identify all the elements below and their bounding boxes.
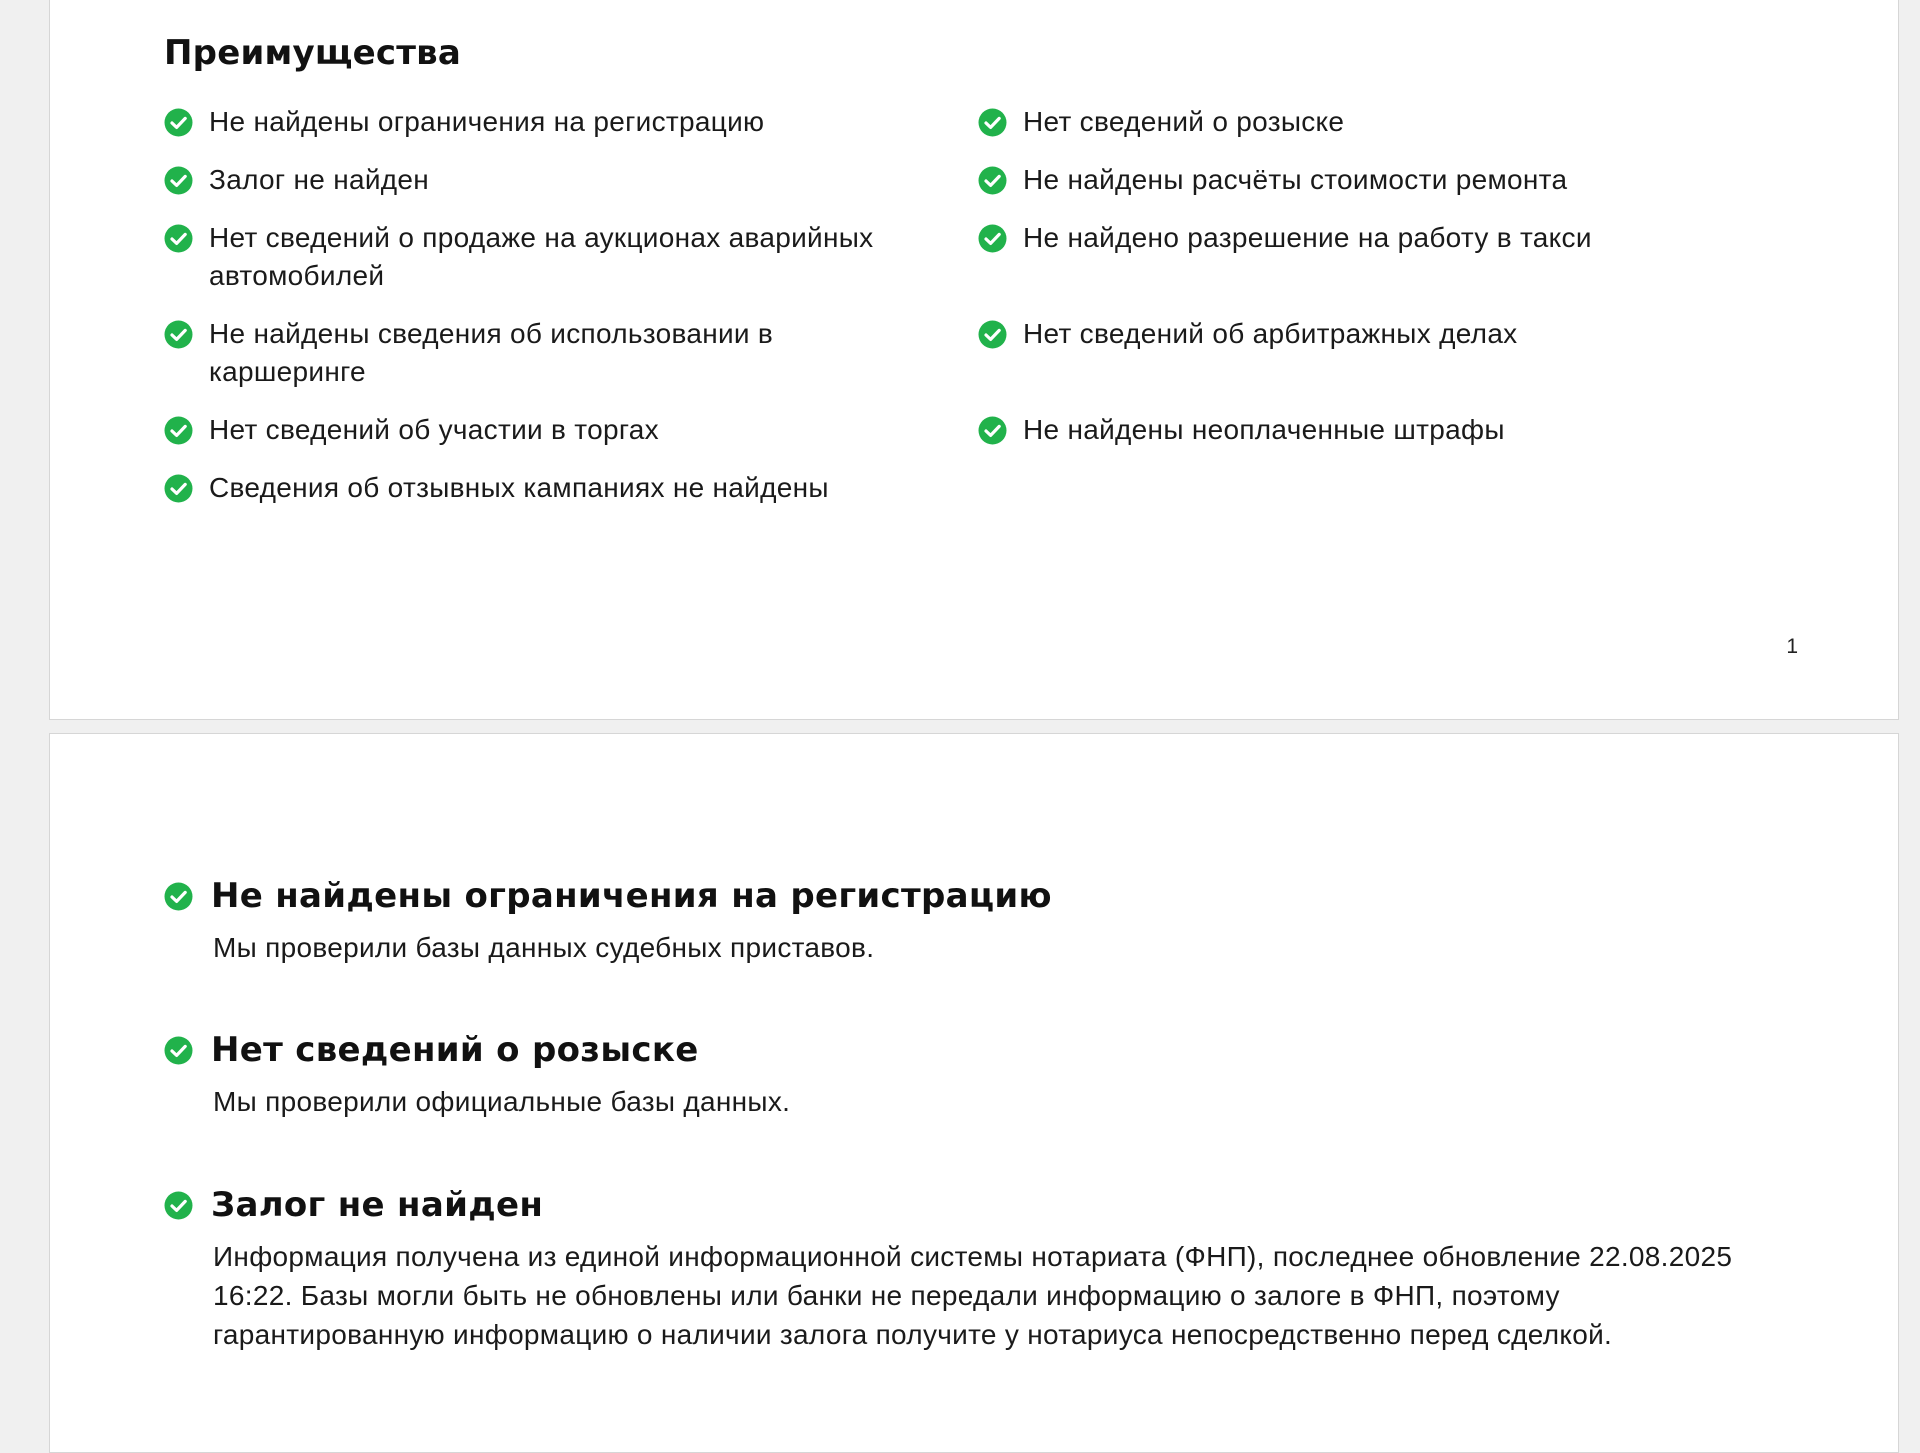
check-circle-icon bbox=[164, 224, 193, 253]
check-circle-icon bbox=[978, 224, 1007, 253]
advantage-item bbox=[164, 219, 978, 295]
detail-header bbox=[164, 1185, 1744, 1225]
advantage-item bbox=[978, 161, 1718, 199]
advantage-label: Нет сведений о продаже на аукционах аварийных автомобилей bbox=[209, 222, 874, 291]
detail-text: Мы проверили базы данных судебных приставов. bbox=[213, 932, 875, 963]
report-page-2 bbox=[49, 733, 1899, 1453]
advantage-label: Не найдены неоплаченные штрафы bbox=[1023, 414, 1505, 445]
advantage-item bbox=[164, 161, 978, 199]
advantage-label: Залог не найден bbox=[209, 164, 430, 195]
advantage-item bbox=[164, 103, 978, 141]
advantages-title: Преимущества bbox=[164, 33, 461, 73]
check-circle-icon bbox=[978, 166, 1007, 195]
advantage-item bbox=[978, 219, 1718, 257]
check-circle-icon bbox=[164, 1191, 193, 1220]
check-circle-icon bbox=[164, 474, 193, 503]
advantage-item bbox=[164, 411, 978, 449]
report-page-1 bbox=[49, 0, 1899, 720]
check-circle-icon bbox=[164, 108, 193, 137]
advantage-item bbox=[164, 469, 978, 507]
detail-section bbox=[164, 1185, 1744, 1354]
check-circle-icon bbox=[978, 108, 1007, 137]
advantage-item bbox=[164, 315, 978, 391]
advantage-label: Не найдены ограничения на регистрацию bbox=[209, 106, 765, 137]
detail-section bbox=[164, 1030, 1744, 1121]
check-circle-icon bbox=[164, 320, 193, 349]
advantage-item bbox=[978, 411, 1718, 449]
advantage-item bbox=[978, 315, 1718, 353]
advantage-label: Не найдено разрешение на работу в такси bbox=[1023, 222, 1592, 253]
advantage-label: Нет сведений о розыске bbox=[1023, 106, 1345, 137]
advantage-label: Не найдены расчёты стоимости ремонта bbox=[1023, 164, 1568, 195]
page-number: 1 bbox=[1786, 635, 1798, 658]
check-circle-icon bbox=[164, 416, 193, 445]
detail-title: Залог не найден bbox=[211, 1185, 544, 1225]
check-circle-icon bbox=[978, 320, 1007, 349]
advantage-label: Не найдены сведения об использовании в каршеринге bbox=[209, 318, 774, 387]
advantages-right-column bbox=[978, 103, 1718, 527]
check-circle-icon bbox=[164, 1036, 193, 1065]
detail-text: Мы проверили официальные базы данных. bbox=[213, 1086, 791, 1117]
advantage-label: Нет сведений об арбитражных делах bbox=[1023, 318, 1518, 349]
check-circle-icon bbox=[164, 166, 193, 195]
detail-section bbox=[164, 876, 1744, 967]
detail-header bbox=[164, 876, 1744, 916]
detail-title: Не найдены ограничения на регистрацию bbox=[211, 876, 1052, 916]
advantage-label: Сведения об отзывных кампаниях не найдены bbox=[209, 472, 829, 503]
advantages-list bbox=[164, 103, 1718, 527]
detail-title: Нет сведений о розыске bbox=[211, 1030, 699, 1070]
check-circle-icon bbox=[164, 882, 193, 911]
check-circle-icon bbox=[978, 416, 1007, 445]
detail-header bbox=[164, 1030, 1744, 1070]
advantage-label: Нет сведений об участии в торгах bbox=[209, 414, 659, 445]
detail-text: Информация получена из единой информационной системы нотариата (ФНП), последнее обновление 22.08.2025 16:22. Базы могли быть не обновлены или банки не передали информацию о залоге в ФНП, поэтому гарантированную информацию о наличии залога получите у нотариуса непосредственно перед сделкой. bbox=[213, 1241, 1733, 1350]
advantage-item bbox=[978, 103, 1718, 141]
advantages-left-column bbox=[164, 103, 978, 527]
